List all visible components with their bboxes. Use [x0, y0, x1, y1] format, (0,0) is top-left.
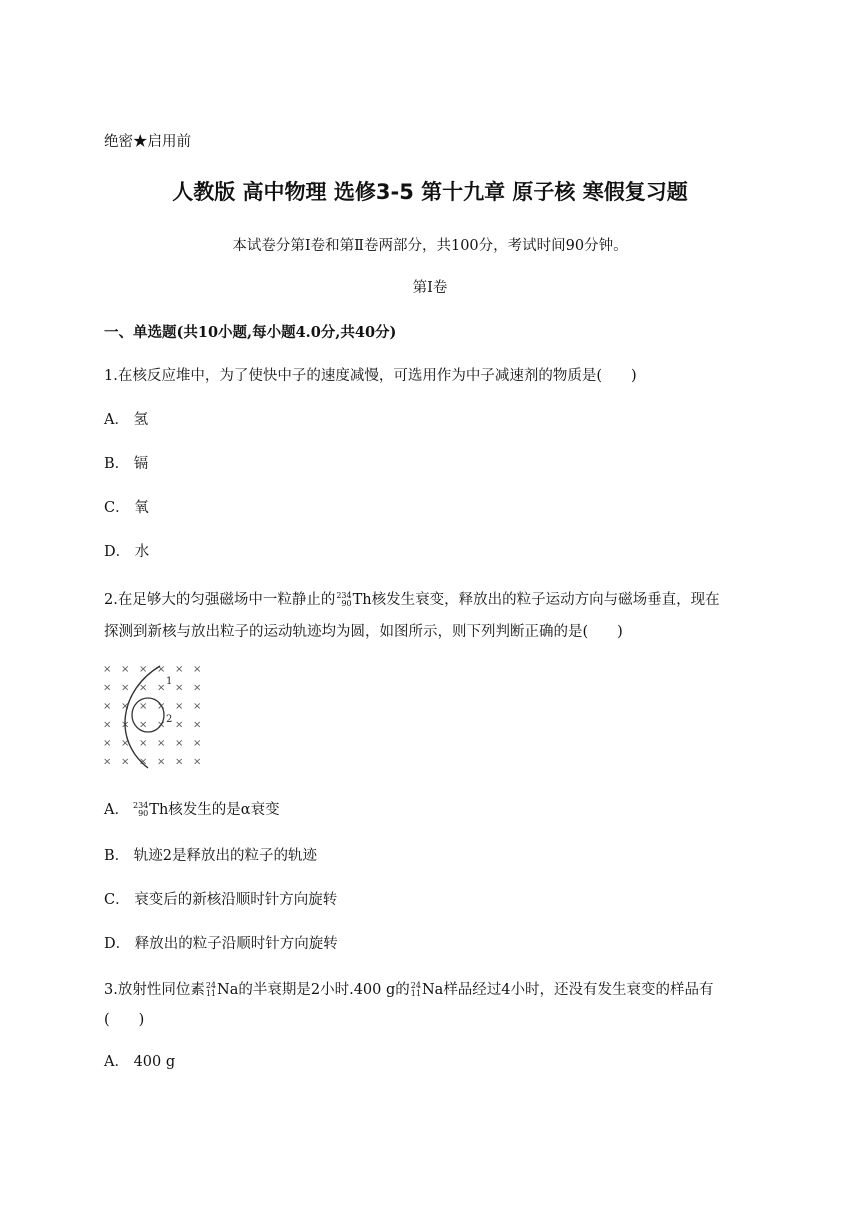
thorium-nuclide-notation: [336, 592, 351, 608]
mass-number: 24: [205, 981, 217, 990]
field-cross-mark: ×: [175, 664, 184, 675]
field-cross-mark: ×: [157, 701, 166, 712]
track-diagram: [100, 660, 210, 772]
question-2-stem-part-a: 2.在足够大的匀强磁场中一粒静止的: [104, 592, 336, 608]
field-cross-mark: ×: [139, 664, 148, 675]
volume-heading: 第Ⅰ卷: [412, 280, 448, 296]
question-2-option-d: D． 释放出的粒子沿顺时针方向旋转: [104, 936, 338, 952]
field-cross-mark: ×: [103, 682, 112, 694]
question-2-option-c: C． 衰变后的新核沿顺时针方向旋转: [104, 892, 338, 908]
field-cross-mark: ×: [193, 682, 202, 694]
field-cross-mark: ×: [103, 719, 112, 731]
question-2-stem-part-b: 核发生衰变，释放出的粒子运动方向与磁场垂直，现在: [371, 592, 720, 608]
field-cross-mark: ×: [121, 738, 130, 749]
secret-mark: 绝密★启用前: [104, 134, 191, 150]
question-2-stem-line2: 探测到新核与放出粒子的运动轨迹均为圆，如图所示，则下列判断正确的是( ): [104, 624, 623, 640]
field-cross-mark: ×: [103, 756, 112, 768]
question-3-option-a: A． 400 g: [104, 1054, 176, 1070]
field-cross-mark: ×: [193, 719, 202, 731]
field-cross-mark: ×: [121, 756, 130, 768]
track-1-arc: [125, 666, 160, 768]
track-1-label: 1: [166, 676, 173, 687]
question-1-option-c: C． 氧: [104, 500, 149, 516]
option-a-letter: A．: [104, 802, 129, 818]
question-3-stem-part-c: 样品经过4小时，还没有发生衰变的样品有: [443, 982, 714, 998]
field-cross-mark: ×: [139, 701, 148, 712]
field-cross-mark: ×: [139, 738, 148, 749]
question-3-stem-line2: ( ): [104, 1012, 145, 1028]
question-3-stem-part-b: 的半衰期是2小时.400 g的: [238, 982, 410, 998]
track-2-label: 2: [166, 714, 173, 725]
atomic-number: 11: [410, 989, 421, 998]
section-heading: 一、单选题(共10小题,每小题4.0分,共40分): [104, 324, 397, 341]
question-3-stem: [104, 980, 714, 1000]
field-cross-mark: ×: [175, 701, 184, 712]
question-1-option-a: A． 氢: [104, 412, 149, 428]
page-title: 人教版 高中物理 选修3-5 第十九章 原子核 寒假复习题: [172, 180, 688, 204]
atomic-number: 90: [138, 809, 149, 818]
element-symbol: Na: [421, 982, 444, 998]
field-cross-mark: ×: [139, 756, 148, 768]
field-cross-mark: ×: [103, 738, 112, 749]
field-cross-mark: ×: [193, 738, 202, 749]
field-cross-mark: ×: [157, 719, 166, 731]
field-cross-mark: ×: [157, 664, 166, 675]
question-1-option-d: D． 水: [104, 544, 150, 560]
field-cross-mark: ×: [175, 738, 184, 749]
field-crosses: [103, 664, 201, 768]
field-cross-mark: ×: [175, 756, 184, 768]
field-cross-mark: ×: [121, 664, 130, 675]
exam-intro: 本试卷分第Ⅰ卷和第Ⅱ卷两部分，共100分，考试时间90分钟。: [232, 238, 628, 254]
element-symbol: Na: [217, 982, 239, 998]
field-cross-mark: ×: [175, 719, 184, 731]
field-cross-mark: ×: [139, 682, 148, 694]
element-symbol: Th: [149, 802, 169, 818]
field-cross-mark: ×: [175, 682, 184, 694]
element-symbol: Th: [352, 592, 372, 608]
field-cross-mark: ×: [193, 701, 202, 712]
field-cross-mark: ×: [157, 738, 166, 749]
field-cross-mark: ×: [139, 719, 148, 731]
sodium-nuclide-notation-2: [411, 982, 421, 998]
thorium-nuclide-notation-option: [133, 802, 148, 818]
field-cross-mark: ×: [103, 701, 112, 712]
field-cross-mark: ×: [193, 756, 202, 768]
field-cross-mark: ×: [103, 664, 112, 675]
field-cross-mark: ×: [121, 682, 130, 694]
question-2-option-b: B． 轨迹2是释放出的粒子的轨迹: [104, 848, 317, 864]
question-1-stem: 1.在核反应堆中，为了使快中子的速度减慢，可选用作为中子减速剂的物质是( ): [104, 368, 637, 384]
question-2-stem: [104, 590, 720, 610]
option-a-text: 核发生的是α衰变: [168, 802, 280, 818]
question-3-stem-part-a: 3.放射性同位素: [104, 982, 205, 998]
atomic-number: 90: [341, 599, 352, 608]
field-cross-mark: ×: [157, 756, 166, 768]
question-1-option-b: B． 镉: [104, 456, 149, 472]
track-2-circle: [132, 698, 164, 732]
mass-number: 234: [336, 591, 352, 600]
question-2-option-a: [104, 800, 280, 820]
mass-number: 24: [410, 981, 421, 990]
field-cross-mark: ×: [157, 682, 166, 694]
magnetic-field-figure: [100, 660, 210, 772]
atomic-number: 11: [205, 989, 217, 998]
field-cross-mark: ×: [193, 664, 202, 675]
sodium-nuclide-notation: [206, 982, 216, 998]
mass-number: 234: [133, 801, 149, 810]
field-cross-mark: ×: [121, 701, 130, 712]
field-cross-mark: ×: [121, 719, 130, 731]
